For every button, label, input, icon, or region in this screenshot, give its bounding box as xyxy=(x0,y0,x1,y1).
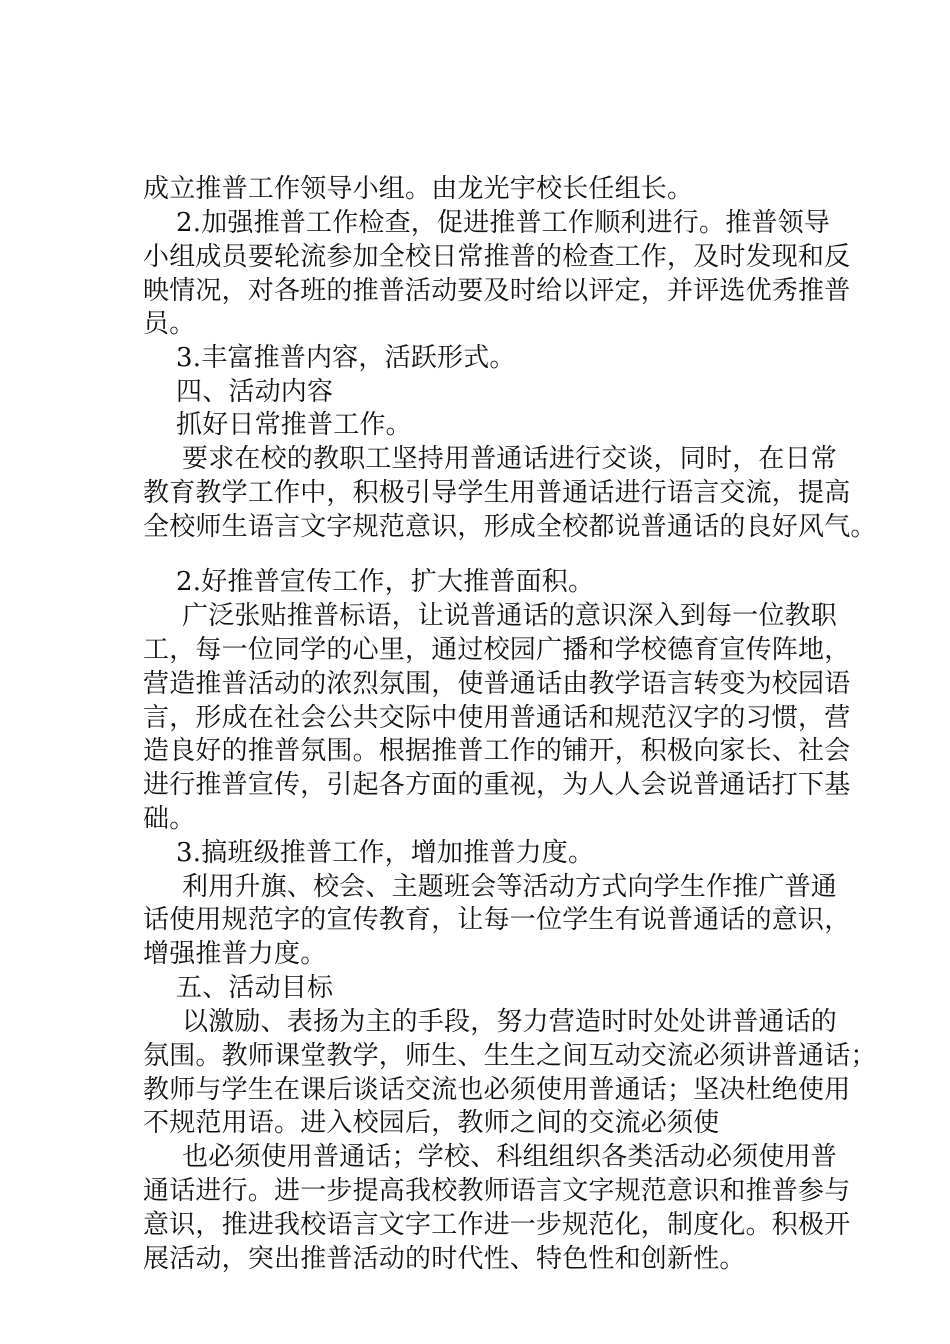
text-line: 也必须使用普通话；学校、科组组织各类活动必须使用普 xyxy=(182,1142,838,1172)
text-line: 营造推普活动的浓烈氛围，使普通话由教学语言转变为校园语 xyxy=(143,669,851,699)
text-line: 础。 xyxy=(143,804,196,834)
text-line: 利用升旗、校会、主题班会等活动方式向学生作推广普通 xyxy=(182,872,838,902)
text-line: 造良好的推普氛围。根据推普工作的铺开，积极向家长、社会 xyxy=(143,736,851,766)
text-line: 教育教学工作中，积极引导学生用普通话进行语言交流，提高 xyxy=(143,478,851,508)
text-line: 工，每一位同学的心里，通过校园广播和学校德育宣传阵地， xyxy=(143,635,851,665)
text-line: 要求在校的教职工坚持用普通话进行交谈，同时，在日常 xyxy=(182,444,838,474)
text-line: 小组成员要轮流参加全校日常推普的检查工作，及时发现和反 xyxy=(143,242,851,272)
section-heading: 四、活动内容 xyxy=(176,377,334,407)
text-line: 广泛张贴推普标语，让说普通话的意识深入到每一位教职 xyxy=(182,601,838,631)
text-line: 3.丰富推普内容，活跃形式。 xyxy=(176,343,516,373)
text-line: 全校师生语言文字规范意识，形成全校都说普通话的良好风气。 xyxy=(143,512,877,542)
text-line: 以激励、表扬为主的手段，努力营造时时处处讲普通话的 xyxy=(182,1007,838,1037)
text-line: 意识，推进我校语言文字工作进一步规范化，制度化。积极开 xyxy=(143,1210,851,1240)
text-line: 氛围。教师课堂教学，师生、生生之间互动交流必须讲普通话； xyxy=(143,1041,877,1071)
text-line: 话使用规范字的宣传教育，让每一位学生有说普通话的意识， xyxy=(143,905,851,935)
text-line: 抓好日常推普工作。 xyxy=(176,410,412,440)
text-line: 3.搞班级推普工作，增加推普力度。 xyxy=(176,838,595,868)
text-line: 2.加强推普工作检查，促进推普工作顺利进行。推普领导 xyxy=(176,208,831,238)
text-line: 映情况，对各班的推普活动要及时给以评定，并评选优秀推普 xyxy=(143,276,851,306)
text-line: 增强推普力度。 xyxy=(143,939,327,969)
text-line: 员。 xyxy=(143,309,196,339)
text-line: 言，形成在社会公共交际中使用普通话和规范汉字的习惯，营 xyxy=(143,703,851,733)
text-line: 进行推普宣传，引起各方面的重视，为人人会说普通话打下基 xyxy=(143,770,851,800)
text-line: 成立推普工作领导小组。由龙光宇校长任组长。 xyxy=(143,174,694,204)
section-heading: 五、活动目标 xyxy=(176,973,334,1003)
text-line: 教师与学生在课后谈话交流也必须使用普通话；坚决杜绝使用 xyxy=(143,1075,851,1105)
text-line: 通话进行。进一步提高我校教师语言文字规范意识和推普参与 xyxy=(143,1176,851,1206)
text-line: 不规范用语。进入校园后，教师之间的交流必须使 xyxy=(143,1108,720,1138)
text-line: 2.好推普宣传工作，扩大推普面积。 xyxy=(176,567,595,597)
text-line: 展活动，突出推普活动的时代性、特色性和创新性。 xyxy=(143,1244,746,1274)
